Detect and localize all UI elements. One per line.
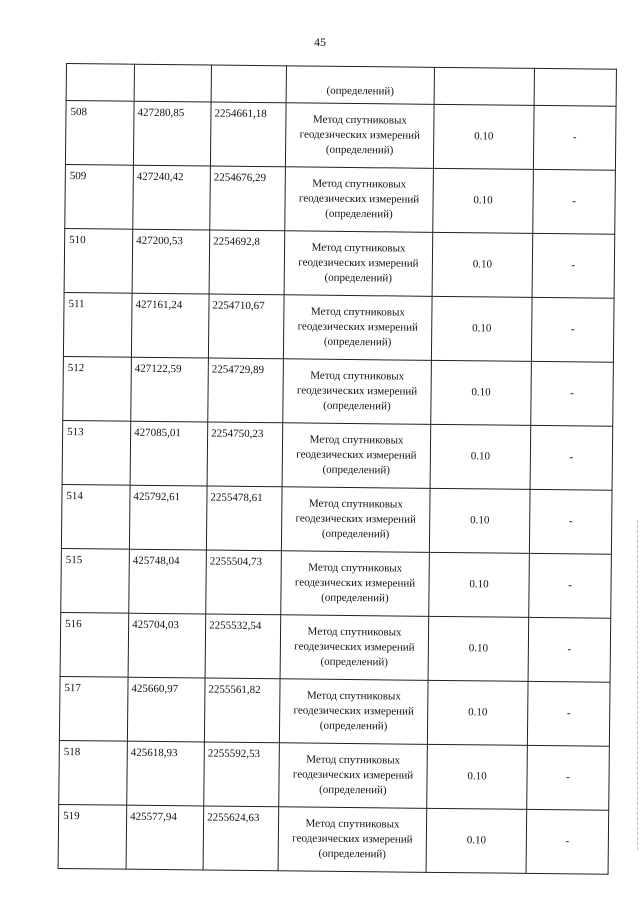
method-line: геодезических измерений bbox=[296, 448, 417, 462]
method-line: (определений) bbox=[320, 655, 389, 669]
cell-method bbox=[285, 103, 434, 169]
cell-y-coordinate: 2254729,89 bbox=[208, 358, 284, 423]
method-line: геодезических измерений bbox=[298, 192, 420, 206]
method-line: Метод спутниковых bbox=[310, 369, 405, 383]
cell-accuracy: 0.10 bbox=[431, 296, 532, 361]
cell-x-coordinate: 425748,04 bbox=[129, 549, 207, 614]
cell-accuracy: 0.10 bbox=[429, 552, 530, 617]
cell-empty bbox=[534, 68, 616, 106]
table-row bbox=[58, 804, 609, 874]
continuation-row bbox=[66, 64, 616, 107]
table-row bbox=[63, 356, 614, 426]
cell-note: - bbox=[527, 681, 610, 746]
table-row bbox=[61, 548, 612, 618]
cell-point-number: 511 bbox=[63, 292, 132, 357]
table-row bbox=[59, 740, 610, 810]
method-line: Метод спутниковых bbox=[306, 689, 401, 703]
cell-y-coordinate: 2254676,29 bbox=[210, 166, 286, 231]
cell-method bbox=[284, 231, 433, 297]
cell-x-coordinate: 425577,94 bbox=[126, 805, 204, 870]
method-line: Метод спутниковых bbox=[312, 113, 407, 127]
cell-method bbox=[283, 359, 432, 425]
cell-y-coordinate: 2254661,18 bbox=[210, 102, 286, 167]
cell-accuracy: 0.10 bbox=[433, 168, 534, 233]
cell-point-number: 517 bbox=[59, 676, 128, 741]
method-line: геодезических измерений bbox=[292, 832, 413, 846]
table-row bbox=[59, 676, 610, 746]
cell-accuracy: 0.10 bbox=[427, 744, 528, 809]
cell-point-number: 510 bbox=[64, 228, 133, 293]
cell-y-coordinate: 2255561,82 bbox=[204, 678, 280, 743]
method-line: (определений) bbox=[319, 719, 388, 733]
cell-y-coordinate: 2254750,23 bbox=[207, 422, 283, 487]
cell-note: - bbox=[529, 489, 612, 554]
coordinates-table bbox=[58, 63, 617, 875]
cell-y-coordinate: 2255504,73 bbox=[206, 550, 282, 615]
cell-accuracy: 0.10 bbox=[433, 104, 534, 169]
cell-y-coordinate: 2254710,67 bbox=[208, 294, 284, 359]
cell-x-coordinate: 427280,85 bbox=[133, 101, 211, 166]
method-line: (определений) bbox=[322, 463, 391, 477]
cell-y-coordinate: 2255592,53 bbox=[204, 742, 280, 807]
method-line: (определений) bbox=[324, 271, 393, 285]
method-line: (определений) bbox=[323, 399, 391, 413]
cell-x-coordinate: 425792,61 bbox=[129, 485, 207, 550]
cell-empty bbox=[434, 67, 534, 105]
cell-point-number: 513 bbox=[62, 420, 131, 485]
cell-method bbox=[278, 807, 427, 873]
cell-note: - bbox=[528, 617, 611, 682]
cell-accuracy: 0.10 bbox=[426, 808, 527, 873]
cell-note: - bbox=[530, 425, 613, 490]
method-line: (определений) bbox=[325, 207, 393, 221]
cell-x-coordinate: 427085,01 bbox=[130, 421, 208, 486]
method-line: (определений) bbox=[321, 527, 390, 541]
cell-accuracy: 0.10 bbox=[428, 616, 529, 681]
table-row bbox=[61, 484, 612, 554]
table-row bbox=[65, 164, 616, 234]
method-line: (определений) bbox=[318, 847, 387, 861]
method-line: геодезических измерений bbox=[294, 576, 416, 590]
method-line: геодезических измерений bbox=[298, 256, 419, 270]
method-line: Метод спутниковых bbox=[312, 177, 407, 191]
cell-empty bbox=[211, 65, 286, 103]
method-line: Метод спутниковых bbox=[306, 753, 401, 767]
method-line: Метод спутниковых bbox=[307, 625, 402, 639]
cell-x-coordinate: 425618,93 bbox=[127, 741, 205, 806]
cell-note: - bbox=[529, 553, 612, 618]
cell-point-number: 512 bbox=[63, 356, 132, 421]
method-line: Метод спутниковых bbox=[308, 561, 403, 575]
cell-empty bbox=[66, 64, 134, 102]
cell-x-coordinate: 427240,42 bbox=[133, 165, 211, 230]
cell-method bbox=[281, 551, 430, 617]
table-row bbox=[65, 101, 616, 171]
method-line: геодезических измерений bbox=[297, 320, 418, 334]
cell-y-coordinate: 2255478,61 bbox=[206, 486, 282, 551]
cell-x-coordinate: 425660,97 bbox=[127, 677, 205, 742]
method-line: геодезических измерений bbox=[294, 640, 415, 654]
method-line: Метод спутниковых bbox=[308, 497, 403, 511]
method-line: Метод спутниковых bbox=[309, 433, 404, 447]
table-row bbox=[62, 420, 613, 490]
cell-x-coordinate: 425704,03 bbox=[128, 613, 206, 678]
cell-point-number: 515 bbox=[61, 548, 130, 613]
method-line: Метод спутниковых bbox=[305, 817, 400, 831]
method-line: Метод спутниковых bbox=[311, 241, 406, 255]
cell-method bbox=[279, 743, 428, 809]
method-line: Метод спутниковых bbox=[310, 305, 405, 319]
table-row bbox=[60, 612, 611, 682]
cell-point-number: 509 bbox=[65, 164, 134, 229]
method-line: (определений) bbox=[319, 783, 387, 797]
cell-y-coordinate: 2255532,54 bbox=[205, 614, 281, 679]
cell-note: - bbox=[531, 361, 614, 426]
cell-point-number: 508 bbox=[65, 101, 134, 166]
method-line: геодезических измерений bbox=[296, 384, 418, 398]
cell-x-coordinate: 427161,24 bbox=[131, 293, 209, 358]
cell-note: - bbox=[532, 233, 615, 298]
cell-method bbox=[280, 615, 429, 681]
cell-method bbox=[281, 487, 430, 553]
cell-accuracy: 0.10 bbox=[429, 488, 530, 553]
method-line: (определений) bbox=[321, 591, 389, 605]
method-line: геодезических измерений bbox=[295, 512, 416, 526]
method-line: (определений) bbox=[325, 143, 394, 157]
cell-method bbox=[282, 423, 431, 489]
cell-x-coordinate: 427200,53 bbox=[132, 229, 210, 294]
cell-point-number: 516 bbox=[60, 612, 129, 677]
cell-accuracy: 0.10 bbox=[431, 360, 532, 425]
cell-accuracy: 0.10 bbox=[432, 232, 533, 297]
table-row bbox=[63, 292, 614, 362]
page-number: 45 bbox=[314, 35, 326, 49]
cell-note: - bbox=[533, 105, 616, 170]
method-line: (определений) bbox=[323, 335, 392, 349]
cell-point-number: 514 bbox=[61, 484, 130, 549]
table-row bbox=[64, 228, 615, 298]
cell-y-coordinate: 2255624,63 bbox=[203, 806, 279, 871]
cell-accuracy: 0.10 bbox=[430, 424, 531, 489]
cell-note: - bbox=[533, 169, 616, 234]
cell-point-number: 519 bbox=[58, 804, 127, 869]
method-line: геодезических измерений bbox=[292, 768, 414, 782]
cell-note: - bbox=[526, 809, 609, 874]
cell-note: - bbox=[527, 745, 610, 810]
cell-method bbox=[285, 167, 434, 233]
cell-method bbox=[279, 679, 428, 745]
cell-note: - bbox=[531, 297, 614, 362]
method-line: геодезических измерений bbox=[293, 704, 414, 718]
cell-x-coordinate: 427122,59 bbox=[131, 357, 209, 422]
cell-empty bbox=[134, 64, 211, 102]
cell-method-continuation: (определений) bbox=[286, 66, 434, 105]
cell-method bbox=[283, 295, 432, 361]
cell-point-number: 518 bbox=[59, 740, 128, 805]
cell-accuracy: 0.10 bbox=[427, 680, 528, 745]
method-line: геодезических измерений bbox=[299, 128, 420, 142]
cell-y-coordinate: 2254692,8 bbox=[209, 230, 285, 295]
